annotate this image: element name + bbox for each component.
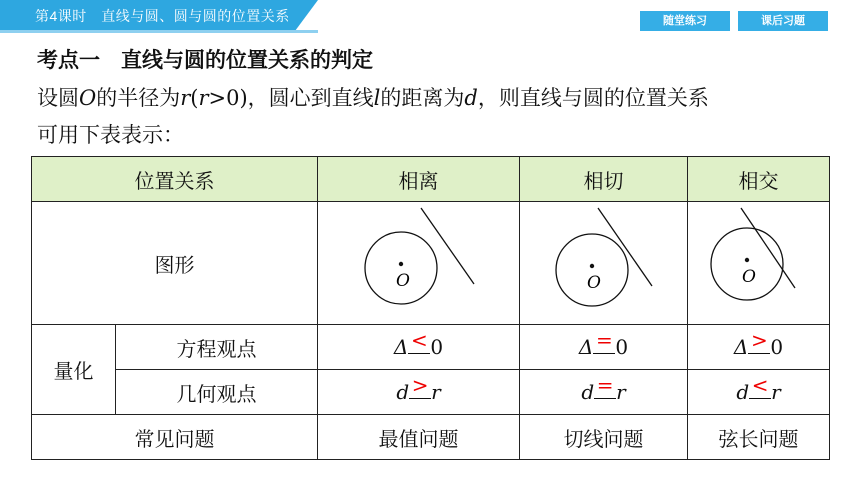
r: r <box>771 380 781 404</box>
common-problems-row <box>32 415 830 460</box>
separate-diagram <box>349 206 489 316</box>
figure-label: 图形 <box>32 202 318 325</box>
var-d: d <box>464 86 478 110</box>
figure-separate <box>318 202 520 325</box>
common-label: 常见问题 <box>32 415 318 460</box>
r: r <box>431 380 441 404</box>
geometry-row <box>32 370 830 415</box>
equation-intersect <box>688 325 830 370</box>
relation-mark <box>594 373 616 404</box>
text: ( <box>190 86 199 110</box>
r: r <box>616 380 626 404</box>
text: ，则直线与圆的位置关系 <box>477 86 709 110</box>
center-label: O <box>395 270 410 291</box>
zero: 0 <box>430 335 444 359</box>
equation-tangent <box>520 325 688 370</box>
relation: = <box>596 373 614 397</box>
text: 设圆 <box>37 86 79 110</box>
equation-view-label: 方程观点 <box>116 325 318 370</box>
relation-mark <box>409 373 431 404</box>
relation-mark <box>749 373 771 404</box>
zero: 0 <box>770 335 784 359</box>
header-intersect: 相交 <box>688 157 830 202</box>
text: 的距离为 <box>380 86 465 110</box>
table-header-row <box>32 157 830 202</box>
text: >0)，圆心到直线 <box>208 86 374 110</box>
header-position: 位置关系 <box>32 157 318 202</box>
intro-line-2: 可用下表表示： <box>37 123 184 147</box>
d: d <box>736 380 750 404</box>
center-label: O <box>741 266 756 287</box>
header-tangent: 相切 <box>520 157 688 202</box>
relation: < <box>410 328 428 352</box>
figure-tangent <box>520 202 688 325</box>
tangent-diagram <box>534 206 674 316</box>
header-separate: 相离 <box>318 157 520 202</box>
common-separate: 最值问题 <box>318 415 520 460</box>
relation: > <box>411 373 429 397</box>
var-l: l <box>373 86 381 110</box>
quantify-label: 量化 <box>32 325 116 415</box>
d: d <box>396 380 410 404</box>
d: d <box>581 380 595 404</box>
relation-mark <box>748 328 770 359</box>
var-o: O <box>79 86 97 110</box>
delta: Δ <box>578 335 594 359</box>
geometry-view-label: 几何观点 <box>116 370 318 415</box>
figure-row <box>32 202 830 325</box>
relation: > <box>750 328 768 352</box>
geometry-tangent <box>520 370 688 415</box>
relation-mark <box>593 328 615 359</box>
var-r: r <box>180 86 191 110</box>
common-tangent: 切线问题 <box>520 415 688 460</box>
delta: Δ <box>393 335 409 359</box>
equation-separate <box>318 325 520 370</box>
center-label: O <box>586 272 601 293</box>
relation-table <box>31 156 830 460</box>
practice-button[interactable]: 随堂练习 <box>640 11 730 31</box>
var-r: r <box>198 86 209 110</box>
geometry-intersect <box>688 370 830 415</box>
section-heading: 考点一 直线与圆的位置关系的判定 <box>37 48 373 72</box>
geometry-separate <box>318 370 520 415</box>
delta: Δ <box>733 335 749 359</box>
tab-underline <box>0 30 318 33</box>
figure-intersect <box>688 202 830 325</box>
intersect-diagram <box>699 206 819 316</box>
relation-mark <box>408 328 430 359</box>
lesson-title: 第4课时 直线与圆、圆与圆的位置关系 <box>35 8 290 24</box>
top-bar <box>0 0 860 34</box>
equation-row <box>32 325 830 370</box>
common-intersect: 弦长问题 <box>688 415 830 460</box>
relation: = <box>595 328 613 352</box>
zero: 0 <box>615 335 629 359</box>
homework-button[interactable]: 课后习题 <box>738 11 828 31</box>
relation: < <box>751 373 769 397</box>
intro-line-1 <box>37 80 837 116</box>
text: 的半径为 <box>96 86 181 110</box>
